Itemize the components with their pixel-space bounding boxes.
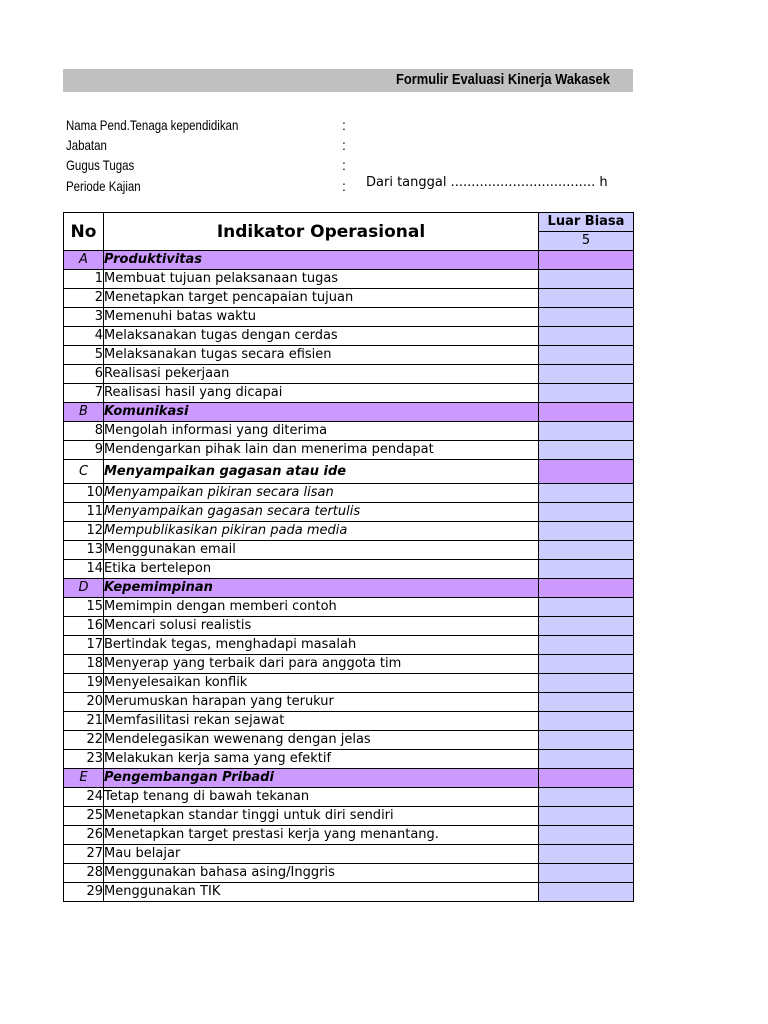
table-row — [64, 289, 634, 308]
score-cell[interactable] — [539, 693, 634, 712]
row-number: 5 — [64, 346, 104, 365]
row-number: 2 — [64, 289, 104, 308]
score-cell[interactable] — [539, 289, 634, 308]
indicator-text: Menggunakan email — [104, 541, 539, 560]
section-row — [64, 460, 634, 484]
score-cell[interactable] — [539, 484, 634, 503]
indicator-text: Membuat tujuan pelaksanaan tugas — [104, 270, 539, 289]
row-number: 19 — [64, 674, 104, 693]
table-row — [64, 441, 634, 460]
row-number: 6 — [64, 365, 104, 384]
field-label-periode: Periode Kajian — [66, 178, 141, 194]
row-number: 20 — [64, 693, 104, 712]
indicator-text: Realisasi pekerjaan — [104, 365, 539, 384]
score-cell[interactable] — [539, 807, 634, 826]
score-cell[interactable] — [539, 522, 634, 541]
field-colon-periode: : — [342, 178, 346, 194]
section-row — [64, 769, 634, 788]
table-row — [64, 522, 634, 541]
score-cell[interactable] — [539, 655, 634, 674]
score-cell[interactable] — [539, 617, 634, 636]
indicator-text: Menetapkan target pencapaian tujuan — [104, 289, 539, 308]
section-letter: C — [64, 460, 104, 484]
form-title-bar — [63, 69, 633, 92]
indicator-text: Menetapkan standar tinggi untuk diri sendiri — [104, 807, 539, 826]
row-number: 23 — [64, 750, 104, 769]
field-label-nama: Nama Pend.Tenaga kependidikan — [66, 117, 239, 133]
form-title: Formulir Evaluasi Kinerja Wakasek — [396, 71, 610, 88]
indicator-text: Melakukan kerja sama yang efektif — [104, 750, 539, 769]
indicator-text: Menyampaikan pikiran secara lisan — [104, 484, 539, 503]
indicator-text: Melaksanakan tugas secara efisien — [104, 346, 539, 365]
score-cell[interactable] — [539, 441, 634, 460]
indicator-text: Menggunakan bahasa asing/Inggris — [104, 864, 539, 883]
field-colon-jabatan: : — [342, 137, 346, 153]
indicator-text: Mengolah informasi yang diterima — [104, 422, 539, 441]
section-row — [64, 403, 634, 422]
table-row — [64, 365, 634, 384]
section-letter: B — [64, 403, 104, 422]
header-no: No — [64, 213, 104, 251]
section-letter: D — [64, 579, 104, 598]
row-number: 24 — [64, 788, 104, 807]
score-cell[interactable] — [539, 883, 634, 902]
indicator-text: Realisasi hasil yang dicapai — [104, 384, 539, 403]
section-title: Komunikasi — [104, 403, 539, 422]
indicator-text: Mempublikasikan pikiran pada media — [104, 522, 539, 541]
row-number: 1 — [64, 270, 104, 289]
header-score-value: 5 — [539, 232, 634, 251]
row-number: 27 — [64, 845, 104, 864]
section-row — [64, 579, 634, 598]
indicator-text: Mendengarkan pihak lain dan menerima pendapat — [104, 441, 539, 460]
table-row — [64, 883, 634, 902]
score-cell[interactable] — [539, 864, 634, 883]
table-row — [64, 788, 634, 807]
row-number: 26 — [64, 826, 104, 845]
table-row — [64, 636, 634, 655]
row-number: 12 — [64, 522, 104, 541]
score-cell[interactable] — [539, 365, 634, 384]
table-row — [64, 864, 634, 883]
score-cell[interactable] — [539, 251, 634, 270]
table-row — [64, 484, 634, 503]
table-row — [64, 503, 634, 522]
row-number: 28 — [64, 864, 104, 883]
indicator-text: Memfasilitasi rekan sejawat — [104, 712, 539, 731]
table-row — [64, 826, 634, 845]
score-cell[interactable] — [539, 403, 634, 422]
row-number: 7 — [64, 384, 104, 403]
table-row — [64, 750, 634, 769]
indicator-text: Menyelesaikan konflik — [104, 674, 539, 693]
table-body — [64, 251, 634, 902]
field-colon-nama: : — [342, 117, 346, 133]
section-title: Menyampaikan gagasan atau ide — [104, 460, 539, 484]
row-number: 4 — [64, 327, 104, 346]
score-cell[interactable] — [539, 845, 634, 864]
score-cell[interactable] — [539, 503, 634, 522]
score-cell[interactable] — [539, 769, 634, 788]
table-row — [64, 845, 634, 864]
score-cell[interactable] — [539, 750, 634, 769]
score-cell[interactable] — [539, 460, 634, 484]
table-row — [64, 270, 634, 289]
indicator-text: Menyerap yang terbaik dari para anggota tim — [104, 655, 539, 674]
evaluation-table — [63, 212, 634, 902]
score-cell[interactable] — [539, 826, 634, 845]
row-number: 8 — [64, 422, 104, 441]
indicator-text: Mau belajar — [104, 845, 539, 864]
table-row — [64, 422, 634, 441]
row-number: 9 — [64, 441, 104, 460]
score-cell[interactable] — [539, 346, 634, 365]
score-cell[interactable] — [539, 327, 634, 346]
score-cell[interactable] — [539, 541, 634, 560]
section-letter: A — [64, 251, 104, 270]
section-letter: E — [64, 769, 104, 788]
row-number: 29 — [64, 883, 104, 902]
indicator-text: Etika bertelepon — [104, 560, 539, 579]
table-row — [64, 346, 634, 365]
section-title: Produktivitas — [104, 251, 539, 270]
table-row — [64, 617, 634, 636]
field-label-gugus-tugas: Gugus Tugas — [66, 157, 135, 173]
indicator-text: Mendelegasikan wewenang dengan jelas — [104, 731, 539, 750]
indicator-text: Bertindak tegas, menghadapi masalah — [104, 636, 539, 655]
score-cell[interactable] — [539, 270, 634, 289]
table-row — [64, 308, 634, 327]
indicator-text: Menetapkan target prestasi kerja yang menantang. — [104, 826, 539, 845]
table-row — [64, 674, 634, 693]
section-title: Kepemimpinan — [104, 579, 539, 598]
table-row — [64, 598, 634, 617]
table-row — [64, 655, 634, 674]
score-cell[interactable] — [539, 636, 634, 655]
row-number: 18 — [64, 655, 104, 674]
score-cell[interactable] — [539, 308, 634, 327]
row-number: 22 — [64, 731, 104, 750]
row-number: 15 — [64, 598, 104, 617]
row-number: 13 — [64, 541, 104, 560]
section-title: Pengembangan Pribadi — [104, 769, 539, 788]
indicator-text: Memimpin dengan memberi contoh — [104, 598, 539, 617]
indicator-text: Mencari solusi realistis — [104, 617, 539, 636]
row-number: 21 — [64, 712, 104, 731]
row-number: 3 — [64, 308, 104, 327]
row-number: 16 — [64, 617, 104, 636]
score-cell[interactable] — [539, 731, 634, 750]
indicator-text: Menggunakan TIK — [104, 883, 539, 902]
indicator-text: Tetap tenang di bawah tekanan — [104, 788, 539, 807]
indicator-text: Menyampaikan gagasan secara tertulis — [104, 503, 539, 522]
score-cell[interactable] — [539, 579, 634, 598]
score-cell[interactable] — [539, 598, 634, 617]
table-row — [64, 541, 634, 560]
table-row — [64, 731, 634, 750]
indicator-text: Memenuhi batas waktu — [104, 308, 539, 327]
row-number: 14 — [64, 560, 104, 579]
table-row — [64, 693, 634, 712]
score-cell[interactable] — [539, 560, 634, 579]
header-indicator: Indikator Operasional — [104, 213, 539, 251]
indicator-text: Merumuskan harapan yang terukur — [104, 693, 539, 712]
row-number: 10 — [64, 484, 104, 503]
table-row — [64, 560, 634, 579]
header-score-label: Luar Biasa — [539, 213, 634, 232]
score-cell[interactable] — [539, 712, 634, 731]
score-cell[interactable] — [539, 788, 634, 807]
row-number: 25 — [64, 807, 104, 826]
field-colon-gugus-tugas: : — [342, 157, 346, 173]
section-row — [64, 251, 634, 270]
row-number: 17 — [64, 636, 104, 655]
score-cell[interactable] — [539, 384, 634, 403]
row-number: 11 — [64, 503, 104, 522]
table-row — [64, 712, 634, 731]
field-label-jabatan: Jabatan — [66, 137, 107, 153]
score-cell[interactable] — [539, 422, 634, 441]
period-range-text: Dari tanggal ................................... h — [366, 175, 608, 190]
table-row — [64, 384, 634, 403]
indicator-text: Melaksanakan tugas dengan cerdas — [104, 327, 539, 346]
score-cell[interactable] — [539, 674, 634, 693]
table-row — [64, 327, 634, 346]
table-row — [64, 807, 634, 826]
